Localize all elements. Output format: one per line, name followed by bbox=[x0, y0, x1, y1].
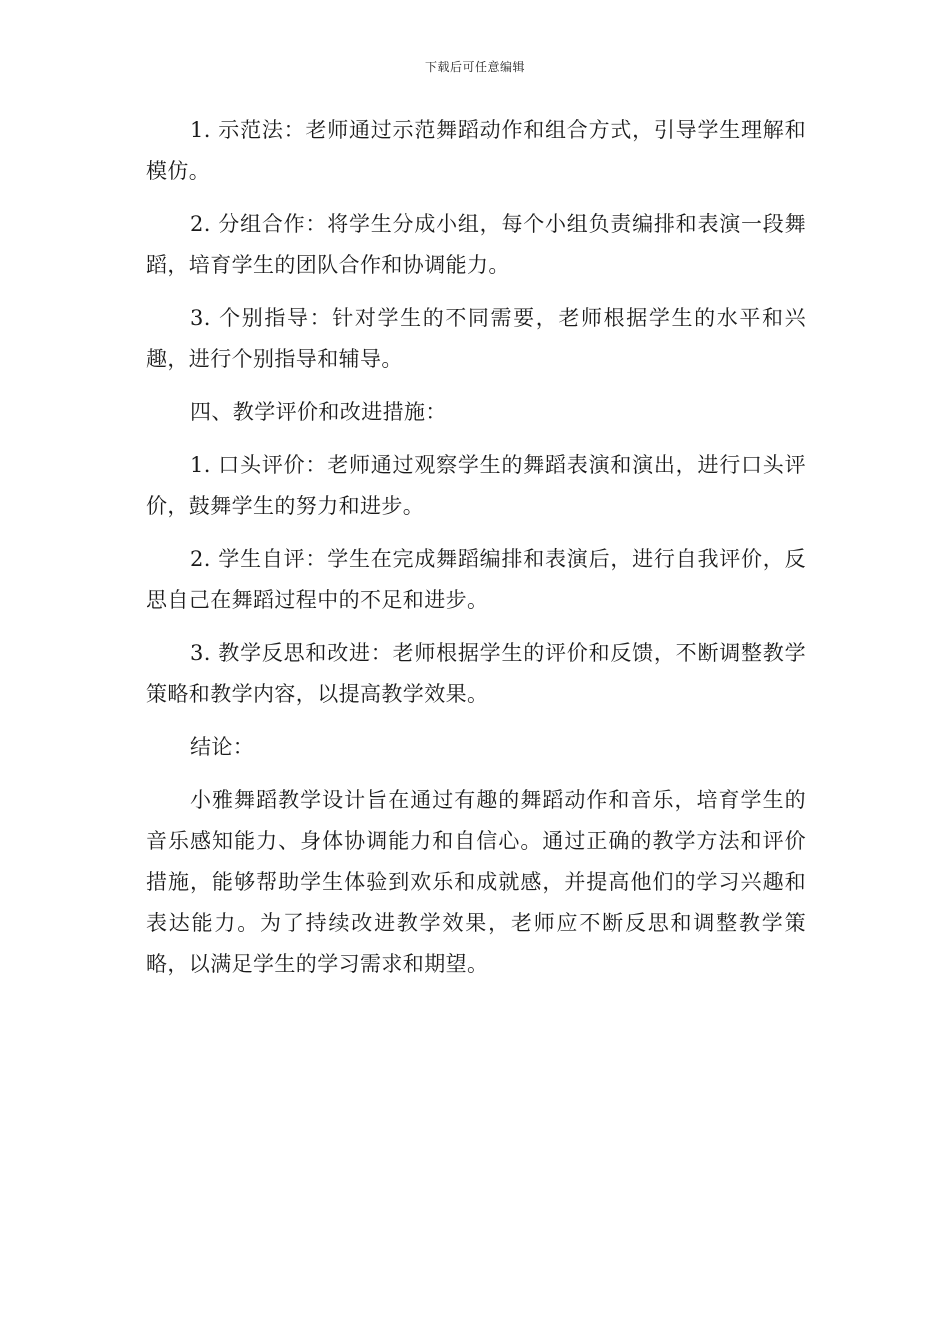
paragraph-evaluation-self: 2. 学生自评：学生在完成舞蹈编排和表演后，进行自我评价，反思自己在舞蹈过程中的不足和进步。 bbox=[146, 547, 806, 612]
paragraph-evaluation-reflection: 3. 教学反思和改进：老师根据学生的评价和反馈，不断调整教学策略和教学内容，以提高教学效果。 bbox=[146, 641, 806, 706]
paragraph-conclusion: 小雅舞蹈教学设计旨在通过有趣的舞蹈动作和音乐，培育学生的音乐感知能力、身体协调能力和自信心。通过正确的教学方法和评价措施，能够帮助学生体验到欢乐和成就感，并提高他们的学习兴趣和表达能力。为了持续改进教学效果，老师应不断反思和调整教学策略，以满足学生的学习需求和期望。 bbox=[146, 788, 806, 976]
paragraph-method-group-cooperation: 2. 分组合作：将学生分成小组，每个小组负责编排和表演一段舞蹈，培育学生的团队合作和协调能力。 bbox=[146, 212, 806, 277]
paragraph-method-individual-guidance: 3. 个别指导：针对学生的不同需要，老师根据学生的水平和兴趣，进行个别指导和辅导。 bbox=[146, 306, 806, 371]
paragraph-evaluation-oral: 1. 口头评价：老师通过观察学生的舞蹈表演和演出，进行口头评价，鼓舞学生的努力和进步。 bbox=[146, 453, 806, 518]
page-header: 下载后可任意编辑 bbox=[424, 60, 525, 74]
section-heading-conclusion: 结论： bbox=[190, 735, 255, 759]
paragraph-method-demonstration: 1. 示范法：老师通过示范舞蹈动作和组合方式，引导学生理解和模仿。 bbox=[146, 118, 806, 183]
section-heading-evaluation: 四、教学评价和改进措施： bbox=[190, 400, 447, 424]
document-body bbox=[146, 110, 806, 997]
